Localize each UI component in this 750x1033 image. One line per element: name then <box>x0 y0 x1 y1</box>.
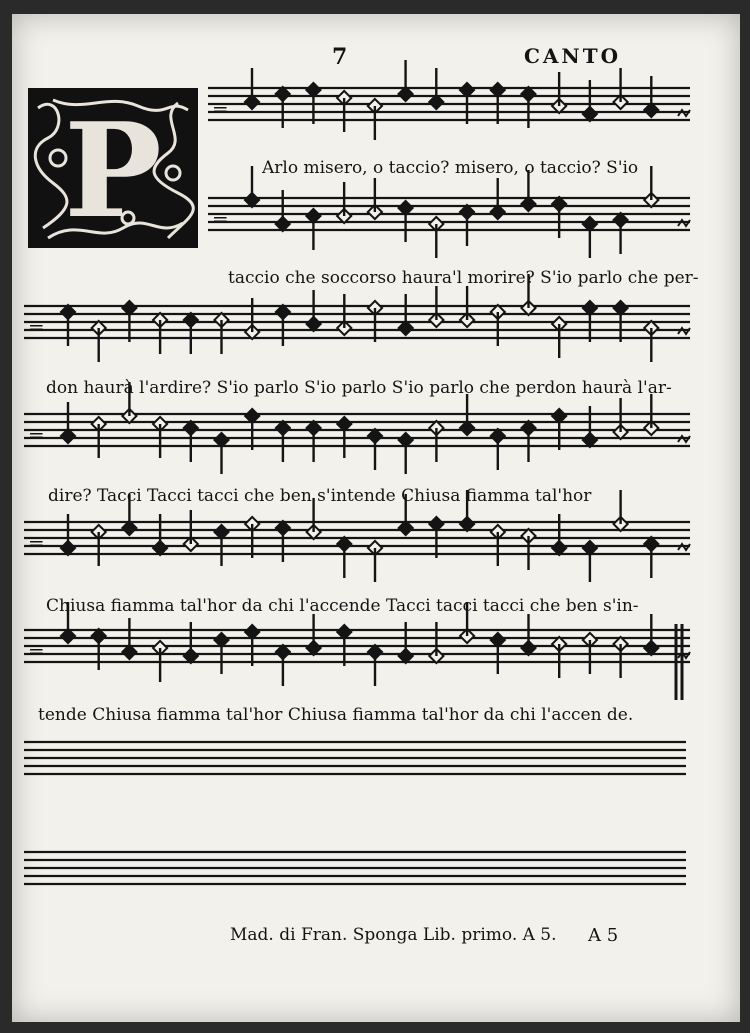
clef-icon: ≡ <box>28 421 45 445</box>
voice-part-title: CANTO <box>524 44 622 68</box>
lyric-line-4: dire? Tacci Tacci tacci che ben s'intende Chiusa fiamma tal'hor <box>48 486 592 506</box>
initial-letter: P <box>64 94 162 247</box>
lyric-line-3: don haurà l'ardire? S'io parlo S'io parlo S'io parlo che perdon haurà l'ar- <box>46 378 672 398</box>
clef-icon: ≡ <box>212 95 229 119</box>
staff-2 <box>208 166 690 258</box>
lyric-line-1: Arlo misero, o taccio? misero, o taccio? S'io <box>262 158 639 178</box>
staff-8 <box>24 852 686 884</box>
imprint-line: Mad. di Fran. Sponga Lib. primo. A 5. <box>230 925 557 945</box>
lyric-line-2: taccio che soccorso haura'l morire? S'io parlo che per- <box>228 268 699 288</box>
clef-icon: ≡ <box>28 529 45 553</box>
staff-1 <box>208 60 690 140</box>
lyric-line-6: tende Chiusa fiamma tal'hor Chiusa fiamma tal'hor da chi l'accen de. <box>38 705 634 725</box>
clef-icon: ≡ <box>28 313 45 337</box>
signature-mark: A 5 <box>588 925 619 946</box>
staff-7 <box>24 742 686 774</box>
clef-icon: ≡ <box>28 637 45 661</box>
lyric-line-5: Chiusa fiamma tal'hor da chi l'accende Tacci tacci tacci che ben s'in- <box>46 596 639 616</box>
page-number: 7 <box>332 44 348 70</box>
clef-icon: ≡ <box>212 205 229 229</box>
